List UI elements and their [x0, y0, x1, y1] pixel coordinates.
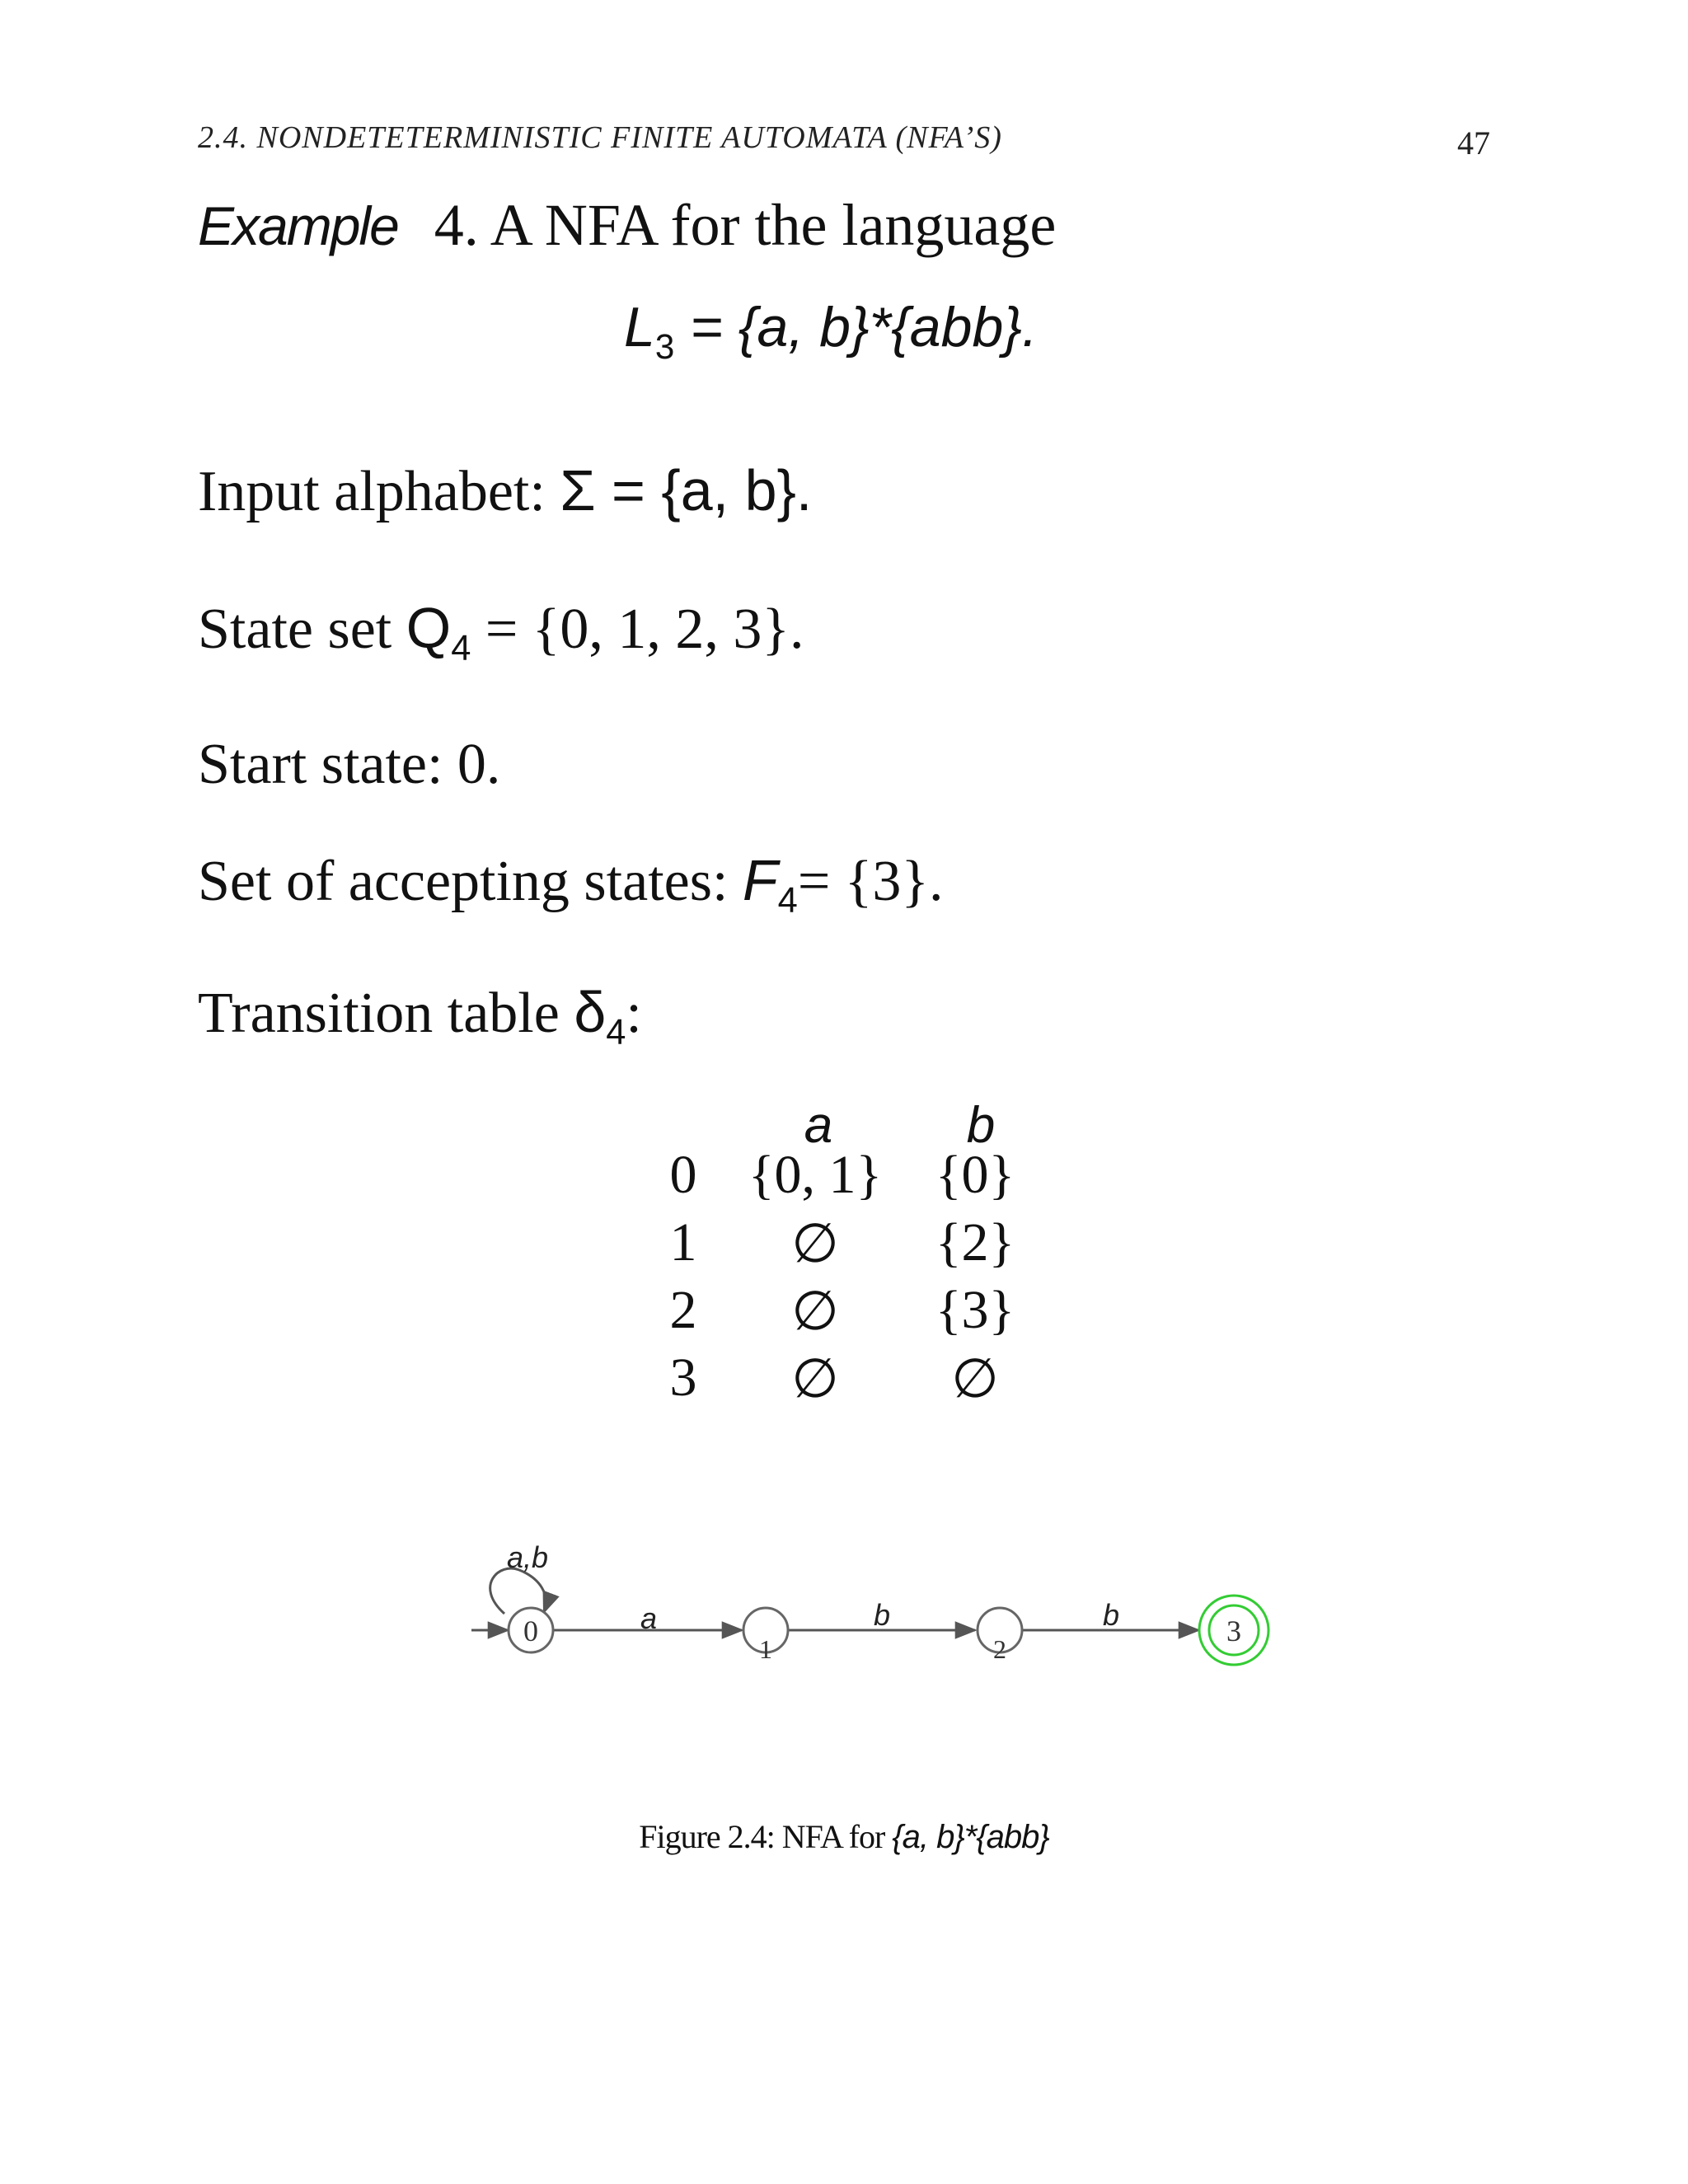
language-sub: 3 [654, 326, 675, 366]
example-label: Example [198, 195, 398, 256]
table-header-a: a [804, 1097, 833, 1154]
edge-label: b [1102, 1598, 1120, 1632]
alphabet-text: Input alphabet: [198, 460, 560, 523]
state-label: 2 [993, 1634, 1006, 1664]
stateset-rhs: = {0, 1, 2, 3}. [471, 598, 804, 661]
table-cell-a: ∅ [791, 1214, 839, 1274]
table-header-b: b [966, 1097, 996, 1154]
edge-label: a,b [506, 1540, 549, 1574]
accept-rhs: = {3}. [797, 850, 944, 913]
stateset-symbol: Q [406, 596, 452, 660]
transition-symbol: δ [574, 980, 607, 1044]
table-cell-b: {2} [935, 1212, 1015, 1272]
table-cell-a: ∅ [791, 1282, 839, 1342]
running-head: 2.4. NONDETETERMINISTIC FINITE AUTOMATA (NFA’S) [198, 120, 1002, 155]
table-cell-a: {0, 1} [748, 1145, 883, 1205]
alphabet-math: Σ = {a, b}. [560, 458, 813, 523]
transition-sub: 4 [606, 1013, 626, 1053]
state-label: 0 [523, 1615, 538, 1647]
transition-text: Transition table [198, 982, 574, 1045]
table-cell-b: {0} [935, 1145, 1015, 1205]
edge-label: b [873, 1598, 891, 1632]
example-text: 4. A NFA for the language [434, 192, 1057, 258]
table-state: 0 [669, 1145, 697, 1205]
table-state: 3 [669, 1347, 697, 1408]
stateset-sub: 4 [451, 629, 471, 669]
caption-prefix: Figure 2.4: NFA for [639, 1818, 893, 1855]
figure-caption [0, 1817, 1688, 1856]
language-rhs: = {a, b}*{abb}. [690, 296, 1038, 359]
state-label: 1 [759, 1634, 772, 1664]
stateset-text: State set [198, 598, 406, 661]
caption-math: {a, b}*{abb} [892, 1819, 1049, 1855]
accept-sub: 4 [777, 881, 798, 921]
self-loop-edge [490, 1568, 546, 1614]
state-label: 3 [1226, 1615, 1241, 1647]
start-statement: Start state: 0. [198, 733, 501, 796]
table-state: 1 [669, 1212, 697, 1272]
accept-text: Set of accepting states: [198, 850, 743, 913]
edge-label: a [640, 1601, 658, 1635]
page-number: 47 [1457, 124, 1490, 162]
table-cell-b: {3} [935, 1280, 1015, 1340]
table-cell-b: ∅ [951, 1349, 999, 1409]
table-state: 2 [669, 1280, 697, 1340]
table-cell-a: ∅ [791, 1349, 839, 1409]
language-lhs: L [624, 296, 655, 359]
transition-colon: : [626, 982, 642, 1045]
accept-symbol: F [742, 848, 778, 912]
